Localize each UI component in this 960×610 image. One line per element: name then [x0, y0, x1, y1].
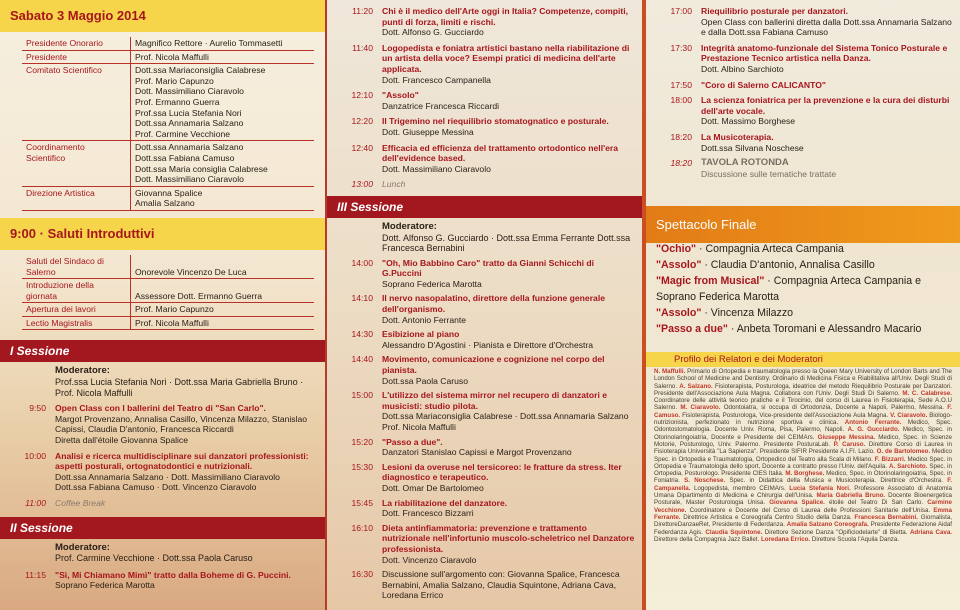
program-item [327, 523, 636, 565]
session-header: I Sessione [0, 340, 325, 362]
info-value-line: Dott.ssa Mariaconsiglia Calabrese [135, 65, 266, 76]
info-row [22, 141, 314, 186]
item-people: Dott. Vincenzo Ciaravolo [382, 554, 477, 565]
item-people: Soprano Federica Marotta [382, 278, 482, 289]
spettacolo-performers: · Anbeta Toromani e Alessandro Macario [727, 323, 922, 335]
info-key: Presidente Onorario [22, 37, 131, 50]
info-value-line: Dott.ssa Fabiana Camuso [135, 152, 235, 163]
info-key: Presidente [22, 50, 131, 64]
profile-text: Fisioterapista, Posturologa, Vice-presidente dell'Associazione Aula Magna. [680, 411, 891, 419]
info-value-line: Prof. Mario Capunzo [135, 304, 214, 315]
item-people: Danzatori Stanislao Capissi e Margot Provenzano [382, 447, 572, 458]
profile-text: Odontoiatra, si occupa di Ortodonzia, Docente a Napoli, Palermo, Messina. [720, 404, 948, 412]
item-people: Dott. Albino Sarchioto [701, 63, 784, 74]
profile-text: Fisioterapista, Posturologa, ideatrice del metodo Riequilibrio Posturale per Danzatori. Presidente dell'Associazione Aula Magna. Collabora con l'Univ. Degli Studi Di Salerno. [654, 382, 952, 397]
program-item [327, 258, 636, 290]
item-title: Riequilibrio posturale per danzatori. [701, 6, 849, 16]
item-people: Dott. Alfonso G. Gucciardo [382, 27, 484, 38]
profile-name: F. Camuso. [654, 404, 953, 419]
item-people: Margot Provenzano, Annalisa Casillo, Vincenza Milazzo, Stanislao Capissi, Claudia D'antonio, Francesca Riccardi [55, 413, 308, 435]
moderators: Dott. Alfonso G. Gucciardo · Dott.ssa Emma Ferrante Dott.ssa Francesca Bernabini [382, 232, 631, 254]
profile-text: Spec. in Ortopedia, Posturologo. Presidente CIES Italia. [654, 462, 953, 478]
item-time: 14:10 [351, 293, 373, 304]
info-value-line: Prof. Ermanno Guerra [135, 96, 220, 107]
program-item [327, 6, 636, 38]
profile-name: Amalia Salzano Coreografa. [786, 521, 869, 529]
spettacolo-list [646, 241, 960, 337]
profile-name: A. G. Gucciardo. [847, 426, 900, 434]
info-value-line: Prof.ssa Lucia Stefania Nori [135, 107, 242, 118]
item-title: "Passo a due". [382, 436, 443, 447]
item-time: 15:20 [351, 436, 373, 447]
info-value-line: Prof. Nicola Maffulli [135, 51, 209, 62]
profile-name: O. de Bartolomeo. [876, 448, 931, 456]
spettacolo-item [646, 321, 960, 337]
info-value [131, 64, 315, 141]
item-time: 18:00 [670, 95, 692, 106]
item-title: La scienza foniatrica per la prevenzione e la cura dei disturbi dell'arte vocale. [701, 95, 950, 116]
profile-text: Spec. in Didattica della Musica e Musicoterapia. Direttrice d'Orchestra. [725, 477, 948, 485]
info-value [131, 141, 315, 186]
item-people: Dott. Omar De Bartolomeo [382, 482, 484, 493]
profile-text: Primario di Ortopedia e traumatologia presso la Queen Mary University of London Barts and The London School of Medicine and Dentistry. Ordinario di Medicina Fisica e Riabilitativa all'Univ. Degli Studi di Salerno. [654, 368, 952, 390]
item-people: Dott. Francesco Campanella [382, 74, 491, 85]
item-title: Logopedista e foniatra artistici bastano nella riabilitazione di un artista della voce? Esempi pratici di medicina dell'arte applicata. [382, 42, 630, 74]
column-program-evening [646, 0, 960, 610]
program-item [327, 90, 636, 111]
info-value-line: Amalia Salzano [135, 198, 195, 209]
profile-name: M. C. Calabrese. [902, 389, 952, 397]
item-time: 11:15 [25, 569, 46, 580]
info-row [22, 50, 314, 64]
item-time: 14:30 [351, 329, 373, 340]
profile-text: Logopedista, membro CEIMArs. [690, 484, 790, 492]
column-program-morning [0, 0, 325, 610]
item-title: La riabilitazione del danzatore. [382, 497, 508, 508]
item-people: Discussione sull'argomento con: Giovanna Spalice, Francesca Bernabini, Amalia Salzano, Claudia Squintone, Adriana Cava, Loredana Errico [382, 569, 620, 601]
profile-name: Maria Gabriella Bruno. [816, 492, 886, 500]
item-time: 14:00 [351, 257, 373, 268]
program-item [646, 132, 954, 153]
program-item [0, 498, 319, 509]
profile-text: Presidente Federazione Aidaf Federdanza Agis. [654, 521, 953, 536]
profile-name: Loredana Errico. [760, 535, 811, 543]
item-time: 15:45 [351, 497, 373, 508]
profile-name: F. Campanella. [654, 477, 953, 492]
program-item [327, 43, 636, 85]
item-people: Dott. Massimo Borghese [701, 116, 796, 127]
info-row [22, 37, 314, 50]
item-people: Dott.ssa Annamaria Salzano · Dott. Massimiliano Ciaravolo [55, 471, 280, 482]
item-people: Dott.ssa Paola Caruso [382, 375, 468, 386]
item-time: 16:30 [351, 569, 373, 580]
profile-text: étoile del Teatro Di San Carlo. [824, 499, 928, 507]
item-time: 12:20 [351, 116, 373, 127]
item-people: Danzatrice Francesca Riccardi [382, 100, 500, 111]
item-time: 13:00 [351, 179, 373, 190]
profile-text: Coordinatore e Docente del Corso di Laurea delle Professioni Sanitarie dell'Unisa. [686, 506, 934, 514]
profile-name: Giuseppe Messina. [817, 433, 876, 441]
info-value [131, 255, 315, 279]
info-value-line [135, 256, 310, 267]
item-title: Efficacia ed efficienza del trattamento ortodontico nell'era dell'evidence based. [382, 142, 619, 164]
profile-text: Direttore Sezione Danza "Opificiodelarte" di Bietta. [762, 528, 910, 536]
program-item [646, 95, 954, 127]
item-title: Il nervo nasopalatino, direttore della funzione generale dell'organismo. [382, 293, 606, 315]
profile-name: Adriana Cava. [909, 528, 952, 536]
session-items [0, 570, 319, 591]
item-time: 12:10 [351, 90, 373, 101]
item-title: L'utilizzo del sistema mirror nel recupero di danzatori e musicisti: studio pilota. [382, 390, 608, 411]
spettacolo-performers: · Compagnia Arteca Campania e Soprano Federica Marotta [656, 275, 921, 303]
item-title: "Sì, Mi Chiamano Mimì" tratto dalla Boheme di G. Puccini. [55, 569, 291, 580]
profile-name: Carmine Vecchione. [654, 499, 952, 514]
spettacolo-item [646, 241, 960, 257]
item-title: "Assolo" [382, 90, 419, 101]
info-value-line: Dott.ssa Maria consiglia Calabrese [135, 163, 268, 174]
profile-text: Medico Spec. in Ortopedia e Traumatologia dello sport, Docente a contratto presso l'Univ. dell'Aquila. [654, 455, 952, 470]
profile-name: Emma Ferrante. [654, 506, 952, 521]
program-item [646, 80, 954, 91]
program-item [327, 569, 636, 601]
profile-name: V. Ciaravolo. [890, 411, 928, 419]
profile-text: Medico Spec. in Ortopedia e Traumatologia, Ortopedico del Teatro alla Scala di Milano. [654, 448, 952, 463]
session-items [0, 403, 319, 508]
item-title: Movimento, comunicazione e cognizione nel corpo del pianista. [382, 354, 605, 376]
item-time: 17:50 [670, 79, 692, 90]
info-value [131, 186, 315, 210]
item-time: 18:20 [670, 158, 692, 169]
program-item [327, 293, 636, 325]
info-value-line: Magnifico Rettore · Aurelio Tommasetti [135, 38, 283, 48]
info-row [22, 303, 314, 317]
moderator-label: Moderatore: [382, 220, 437, 232]
info-key: Coordinamento Scientifico [22, 141, 131, 186]
profile-text: Medico, Spec. Odontostomatologia. Docente Univ. Roma, Pisa, Palermo, Napoli. [654, 419, 952, 434]
info-value [131, 50, 315, 64]
item-time: 17:00 [670, 6, 692, 16]
info-row [22, 255, 314, 279]
program-item [327, 143, 636, 175]
session-header: III Sessione [327, 196, 642, 218]
item-title: Integrità anatomo-funzionale del Sistema Tonico Posturale e Prestazione Tecnico artistica nella Danza. [701, 42, 948, 64]
profile-text: Docente Bioenergetica Posturale, Master Posturologia Unisa. [654, 492, 952, 507]
item-title: Esibizione al piano [382, 329, 460, 340]
profile-name: A. Sarchioto. [889, 462, 928, 470]
column-program-afternoon [327, 0, 642, 610]
item-time: 17:30 [670, 42, 692, 53]
info-value [131, 303, 315, 317]
saluti-header: 9:00 · Saluti Introduttivi [0, 218, 325, 250]
profile-name: Lucia Stefania Nori. [789, 484, 851, 492]
spettacolo-performers: · Claudia D'antonio, Annalisa Casillo [701, 259, 875, 271]
program-item [327, 498, 636, 519]
item-people: Dott. Massimiliano Ciaravolo [382, 163, 491, 174]
item-time: 11:20 [352, 6, 373, 16]
program-item [646, 158, 954, 179]
program-item [327, 116, 636, 137]
profile-text: Giornalista, DirettoreDanzaeRet, Presidente di Federdanza. [654, 513, 952, 529]
info-value-line: Giovanna Spalice [135, 187, 203, 198]
program-item [327, 354, 636, 386]
info-value-line: Dott.ssa Annamaria Salzano [135, 118, 244, 129]
spettacolo-item [646, 257, 960, 273]
info-row [22, 64, 314, 141]
profile-name: M. Borghese. [785, 470, 825, 478]
profile-name: Antonio Ferrante. [844, 419, 902, 427]
item-people: Dott. Antonio Ferrante [382, 314, 467, 325]
program-item [0, 570, 319, 591]
date-header: Sabato 3 Maggio 2014 [0, 0, 325, 32]
profile-name: Giovanna Spalice. [769, 499, 825, 507]
item-title: Coffee Break [55, 498, 106, 508]
info-value-line [135, 280, 310, 291]
program-item [646, 43, 954, 75]
item-time: 11:40 [352, 42, 373, 53]
item-title: La Musicoterapia. [701, 131, 774, 142]
spettacolo-header: Spettacolo Finale [646, 206, 960, 243]
profile-text: Medico, Spec. in Otorinolaringoiatria, Docente e Presidente del CEIMArs. [654, 426, 952, 441]
profile-text: Coordinatore delle attività teorico pratiche e il Tirocinio, del corso di Laurea in Fisioterapia, Sede A.O.U Salerno. [654, 397, 952, 412]
program-item [646, 6, 954, 38]
info-row [22, 279, 314, 303]
profile-name: S. Noschese. [684, 477, 726, 485]
info-value-line: Prof. Mario Capunzo [135, 75, 214, 86]
item-time: 12:40 [351, 142, 373, 153]
item-title: Dieta antinfiammatoria: prevenzione e trattamento nutrizionale nell'infortunio muscolo-scheletrico nel Danzatore professionista. [382, 522, 635, 554]
item-people: Dott.ssa Silvana Noschese [701, 142, 804, 153]
info-value-line: Assessore Dott. Ermanno Guerra [135, 290, 263, 301]
item-title: Analisi e ricerca multidisciplinare sui danzatori professionisti: aspetti posturali, ortognatodontici e nutrizionali. [55, 450, 309, 472]
item-people: Dott.ssa Mariaconsiglia Calabrese · Dott.ssa Annamaria Salzano Prof. Nicola Maffulli [382, 411, 629, 432]
item-time: 15:30 [351, 461, 373, 472]
spettacolo-title: "Assolo" [656, 259, 702, 271]
item-time: 16:10 [351, 522, 373, 533]
session-items [327, 258, 636, 601]
program-item [0, 403, 319, 445]
info-value-line: Onorevole Vincenzo De Luca [135, 266, 247, 277]
profile-text: Direttrice Artistica e Coreografa Centro Studio della Danza. [680, 513, 855, 521]
item-people: Dott. Giuseppe Messina [382, 126, 474, 137]
item-title: Il Trigemino nel riequilibrio stomatognatico e posturale. [382, 116, 609, 127]
profile-text: Direttore Scuola l'Aquila Danza. [810, 535, 900, 543]
spettacolo-performers: · Vincenza Milazzo [701, 307, 794, 319]
moderators: Prof. Carmine Vecchione · Dott.ssa Paola Caruso [55, 553, 253, 564]
profile-text: Professore Associato di Anatomia Umana Dipartimento di Medicina e Chirurgia dell'Unisa. [654, 484, 952, 500]
profile-name: A. Salzano. [679, 382, 713, 390]
item-people: Alessandro D'Agostini · Pianista e Direttore d'Orchestra [382, 339, 594, 350]
spettacolo-title: "Assolo" [656, 307, 702, 319]
item-time: 9:50 [29, 403, 46, 414]
profile-text: Direttore Corso di Laurea in Fisioterapia Università "La Sapienza". Presidente SIFIR Presidente A.I.FI. Lazio. [654, 440, 952, 456]
program-item [327, 390, 636, 432]
spettacolo-title: "Magic from Musical" [656, 275, 765, 287]
moderator-label: Moderatore: [55, 541, 110, 553]
spettacolo-title: "Ochio" [656, 243, 697, 255]
profile-name: F. Bizzarri. [874, 455, 906, 463]
spettacolo-performers: · Compagnia Arteca Campania [696, 243, 844, 255]
info-value-line: Dott. Massimiliano Ciaravolo [135, 174, 244, 185]
profile-name: Francesca Bernabini. [854, 513, 918, 521]
program-item [327, 179, 636, 190]
profile-text: Medico, Spec. in Scienze Motorie, Posturologo, Univ. Palermo. Presidente PosturaLab. [654, 433, 952, 448]
item-time: 11:00 [25, 498, 46, 508]
profile-name: P. Caruso. [833, 440, 866, 448]
profile-text: Direttore della Compagnia Jazz Ballet. [654, 535, 761, 543]
item-people: Dott. Francesco Bizzarri [382, 508, 474, 519]
profile-name: M. Ciaravolo. [680, 404, 721, 412]
session-items [646, 6, 954, 179]
item-title: TAVOLA ROTONDA [701, 157, 789, 169]
saluti-table [22, 255, 314, 331]
info-key: Direzione Artistica [22, 186, 131, 210]
item-title: Lesioni da overuse nel tersicoreo: le fratture da stress. Iter diagnostico e terapeutico. [382, 461, 622, 483]
spettacolo-item [646, 305, 960, 321]
item-people: Discussione sulle tematiche trattate [701, 168, 837, 179]
session-header: II Sessione [0, 517, 325, 539]
info-value [131, 279, 315, 303]
profile-name: Claudia Squintone. [705, 528, 763, 536]
info-value [131, 316, 315, 330]
item-people: Open Class con ballerini diretta dalla Dott.ssa Annamaria Salzano e dalla Dott.ssa Fabiana Camuso [701, 16, 952, 38]
session-items [327, 6, 636, 190]
info-value-line: Dott. Massimiliano Ciaravolo [135, 86, 244, 97]
item-title: "Oh, Mio Babbino Caro" tratto da Gianni Schicchi di G.Puccini [382, 257, 595, 279]
item-title: "Coro di Salerno CALICANTO" [701, 79, 826, 90]
item-title: Chi è il medico dell'Arte oggi in Italia? Competenze, compiti, punti di forza, limiti e rischi. [382, 6, 629, 27]
program-item [327, 329, 636, 350]
program-item [0, 451, 319, 493]
profile-text: Biologo-nutrizionista, perfezionato in nutrizione sportiva e clinica. [654, 411, 952, 427]
item-extra: Diretta dall'étoile Giovanna Spalice [55, 435, 189, 446]
item-title: Open Class con I ballerini del Teatro di "San Carlo". [55, 403, 266, 414]
profiles-text [654, 368, 952, 543]
info-key: Comitato Scientifico [22, 64, 131, 141]
moderator-label: Moderatore: [55, 365, 110, 377]
item-time: 10:00 [24, 450, 46, 461]
info-value-line: Dott.ssa Annamaria Salzano [135, 142, 244, 153]
profile-text: Medico, Spec. in Otorinolaringoiatria, Spec. in Foniatria. [654, 470, 952, 485]
info-key: Saluti del Sindaco di Salerno [22, 255, 131, 279]
program-item [327, 437, 636, 458]
item-time: 14:40 [351, 354, 373, 365]
info-key: Apertura dei lavori [22, 303, 131, 317]
info-key: Introduzione della giornata [22, 279, 131, 303]
profile-name: N. Maffulli. [654, 368, 686, 375]
item-time: 15:00 [351, 390, 373, 401]
info-row [22, 316, 314, 330]
info-value [131, 37, 315, 50]
spettacolo-item [646, 273, 960, 305]
item-title: Lunch [382, 179, 406, 190]
profiles-header: Profilo dei Relatori e dei Moderatori [646, 352, 960, 367]
info-row [22, 186, 314, 210]
program-item [327, 462, 636, 494]
info-value-line: Prof. Carmine Vecchione [135, 128, 231, 139]
committee-table [22, 37, 314, 211]
item-time: 18:20 [670, 131, 692, 142]
spettacolo-title: "Passo a due" [656, 323, 728, 335]
info-key: Lectio Magistralis [22, 316, 131, 330]
item-extra: Dott.ssa Fabiana Camuso · Dott. Vincenzo Ciaravolo [55, 482, 257, 493]
item-people: Soprano Federica Marotta [55, 580, 155, 591]
moderators: Prof.ssa Lucia Stefania Nori · Dott.ssa Maria Gabriella Bruno · Prof. Nicola Maffulli [55, 377, 304, 398]
info-value-line: Prof. Nicola Maffulli [135, 317, 209, 328]
